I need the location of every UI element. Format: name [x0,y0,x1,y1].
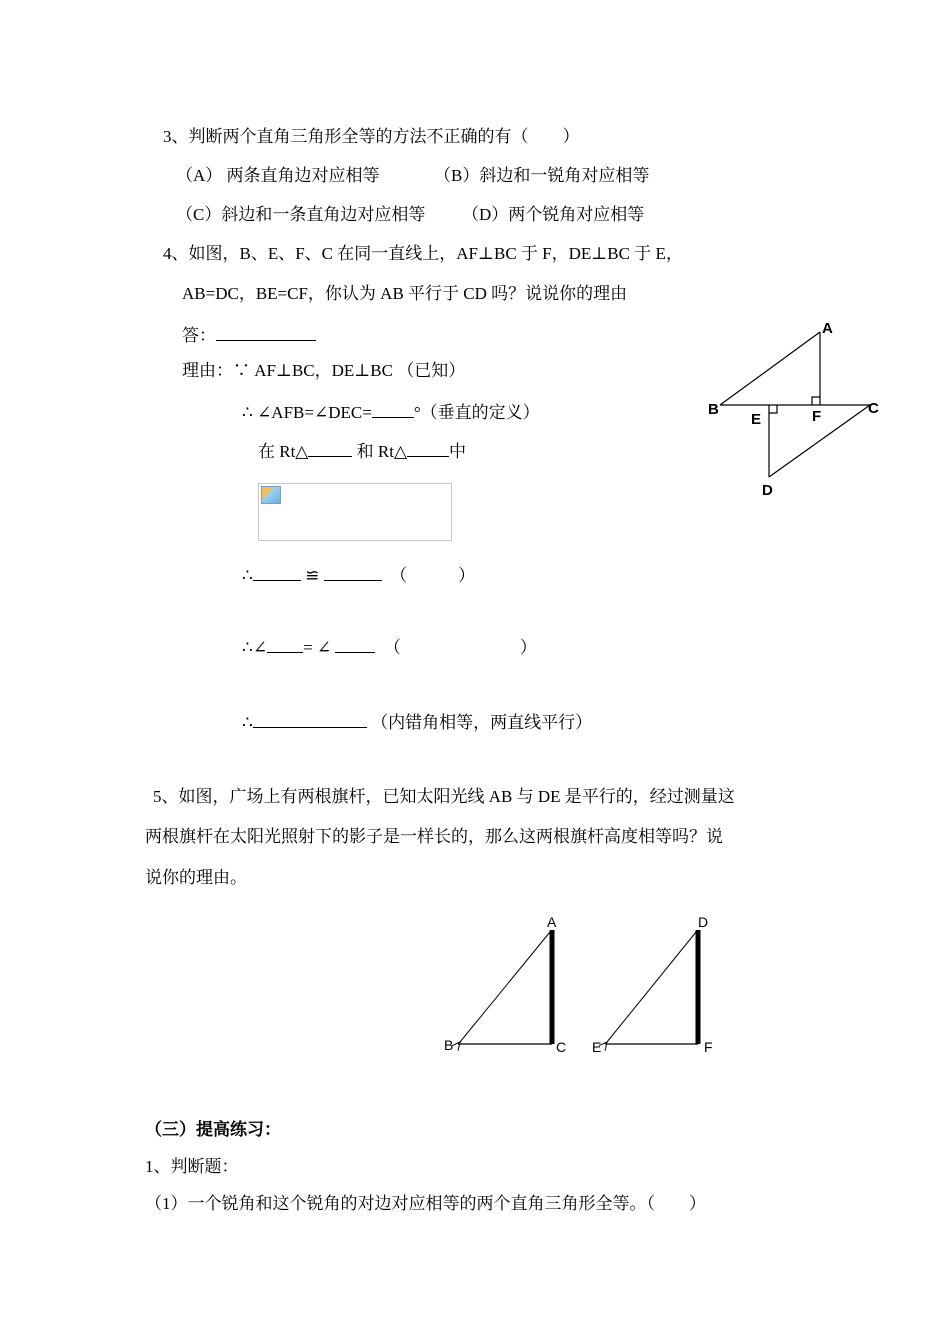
q3-stem: 3、判断两个直角三角形全等的方法不正确的有（ ） [163,127,580,146]
label-e: E [751,411,762,428]
sunray-de [607,932,696,1042]
step4-prefix: ∴∠ [242,638,268,657]
answer-blank[interactable] [216,322,316,341]
step2-suffix: 中 [449,442,467,461]
q3-option-d: （D）两个锐角对应相等 [462,205,645,224]
label-d: D [762,482,773,499]
q4-step1 [242,399,540,424]
sunray-ab [460,932,550,1042]
step1-prefix: ∴ ∠AFB=∠DEC= [242,403,372,422]
label-a: A [822,320,833,337]
label-a: A [547,914,557,930]
label-e: E [592,1039,602,1055]
section3-item1-1: （1）一个锐角和这个锐角的对边对应相等的两个直角三角形全等。（ ） [145,1194,706,1213]
q4-step3 [242,562,475,587]
section3-title: （三）提高练习： [145,1120,281,1139]
embedded-image-placeholder [258,483,452,541]
q4-stem-line1: 4、如图，B、E、F、C 在同一直线上，AF⊥BC 于 F，DE⊥BC 于 E， [163,244,683,263]
broken-image-icon [261,486,281,504]
q4-step5 [242,709,592,734]
step4-blank1[interactable] [267,634,303,653]
section3-item1: 1、判断题： [145,1157,239,1176]
label-f: F [812,408,822,425]
q4-figure [700,315,890,505]
step5-suffix: （内错角相等，两直线平行） [371,713,593,732]
q4-reason: 理由：∵ AF⊥BC，DE⊥BC （已知） [182,361,466,380]
segment-ab [720,332,820,405]
step3-blank1[interactable] [253,562,301,581]
q4-step2 [258,438,466,463]
q3-option-b: （B）斜边和一锐角对应相等 [434,166,650,185]
label-f: F [704,1039,713,1055]
step4-suffix: （ ） [383,638,537,657]
congruent-symbol: ≌ [305,566,320,585]
q4-stem-line2: AB=DC，BE=CF，你认为 AB 平行于 CD 吗？说说你的理由 [182,284,628,303]
step1-suffix: °（垂直的定义） [413,403,540,422]
step2-prefix: 在 Rt△ [258,442,309,461]
q5-figure [430,910,740,1060]
step3-blank2[interactable] [324,562,382,581]
step4-blank2[interactable] [335,634,375,653]
step2-mid: 和 Rt△ [356,442,408,461]
q5-line3: 说你的理由。 [145,868,247,887]
step5-blank[interactable] [253,709,367,728]
step1-blank[interactable] [372,399,414,418]
label-c: C [556,1039,567,1055]
q4-answer [182,322,316,347]
step3-suffix: （ ） [390,566,476,585]
step2-blank1[interactable] [308,438,352,457]
q5-line1: 5、如图，广场上有两根旗杆，已知太阳光线 AB 与 DE 是平行的，经过测量这 [153,787,735,806]
answer-label: 答： [182,326,216,345]
step5-prefix: ∴ [242,713,253,732]
q4-step4 [242,634,537,659]
q5-line2: 两根旗杆在太阳光照射下的影子是一样长的，那么这两根旗杆高度相等吗？说 [145,827,723,846]
label-d: D [698,914,709,930]
label-b: B [708,401,719,418]
label-c: C [868,400,879,417]
step2-blank2[interactable] [407,438,449,457]
right-angle-e [769,405,777,413]
q3-option-c: （C）斜边和一条直角边对应相等 [176,205,426,224]
step3-prefix: ∴ [242,566,253,585]
step4-mid: = ∠ [303,638,332,657]
label-b: B [444,1037,454,1053]
right-angle-f [812,397,820,405]
q3-option-a: （A） 两条直角边对应相等 [176,166,380,185]
